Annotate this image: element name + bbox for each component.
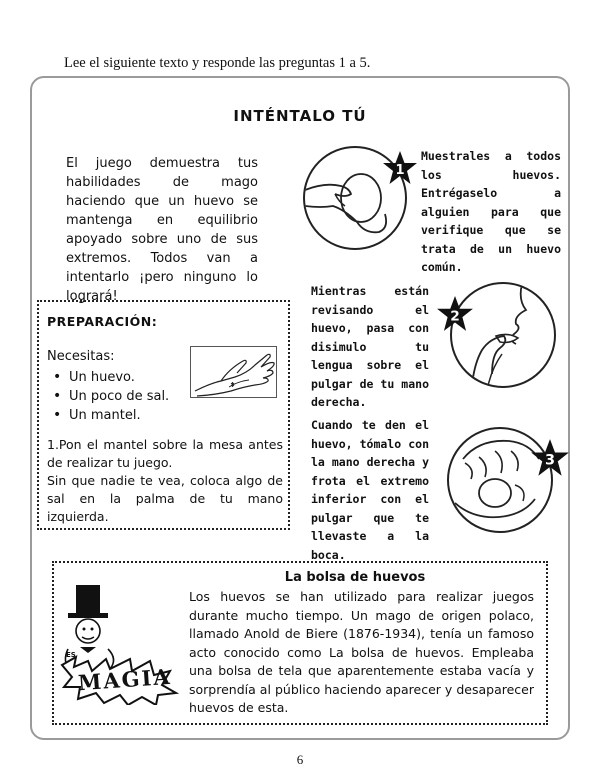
intro-line: apoyado sobre uno de sus [66, 232, 258, 247]
magician-logo [58, 575, 188, 705]
intro-line: intentarlo ¡pero ninguno lo [66, 270, 258, 285]
intro-line: haciendo que un huevo se [66, 194, 258, 209]
open-palm-icon [191, 347, 276, 397]
step-2-text: Mientras están revisando el huevo, pasa con disimulo tu lengua sobre el pulgar de tu mano derecha. [311, 284, 429, 409]
instruction-text: Lee el siguiente texto y responde las preguntas 1 a 5. [64, 55, 371, 71]
intro-paragraph [66, 154, 258, 306]
intro-line: extremos. Todos van a [66, 251, 258, 266]
intro-line: logrará! [66, 289, 118, 304]
step-2-star-icon [436, 295, 474, 333]
intro-line: El juego demuestra tus [66, 156, 258, 171]
needs-label: Necesitas: [47, 349, 115, 364]
step-text: 1.Pon el mantel sobre la mesa antes de realizar tu juego. [47, 437, 283, 470]
step-text: Sin que nadie te vea, coloca algo de sal en la palma de tu mano izquierda. [47, 473, 283, 524]
preparation-steps [47, 436, 283, 526]
step-number: 2 [450, 308, 460, 325]
intro-line: habilidades de mago [66, 175, 258, 190]
step-number: 1 [395, 163, 405, 178]
palm-illustration [190, 346, 277, 398]
needs-list [53, 368, 169, 425]
intro-line: mantenga en equilibrio [66, 213, 258, 228]
step-1-text: Muestrales a todos los huevos. Entrégaselo a alguien para que verifique que se trata de un huevo común. [421, 149, 561, 274]
step-1-star-icon [382, 150, 418, 186]
list-item: • Un mantel. [53, 406, 169, 425]
bolsa-title: La bolsa de huevos [284, 570, 426, 585]
preparation-box [37, 300, 290, 530]
page-number: 6 [296, 752, 304, 767]
step-3-star-icon [530, 438, 570, 478]
step-3-text: Cuando te den el huevo, tómalo con la mano derecha y frota el extremo inferior con el pulgar que te llevaste a la boca. [311, 418, 429, 562]
page-title: INTÉNTALO TÚ [233, 107, 367, 125]
bolsa-text: Los huevos se han utilizado para realizar juegos durante mucho tiempo. Un mago de origen polaco, llamado Anold de Biere (1876-1934), tenía un famoso acto conocido como La bolsa de huevos. Empleaba una bolsa de tela que aparentemente estaba vacía y sorprendía al público haciendo aparecer y desaparecer huevos de esta. [189, 589, 534, 715]
list-item: • Un poco de sal. [53, 387, 169, 406]
logo-small-text: ES [66, 651, 76, 659]
list-item: • Un huevo. [53, 368, 169, 387]
step-number: 3 [544, 452, 556, 469]
logo-word: MAGIA [77, 663, 173, 696]
preparation-heading: PREPARACIÓN: [47, 314, 158, 329]
